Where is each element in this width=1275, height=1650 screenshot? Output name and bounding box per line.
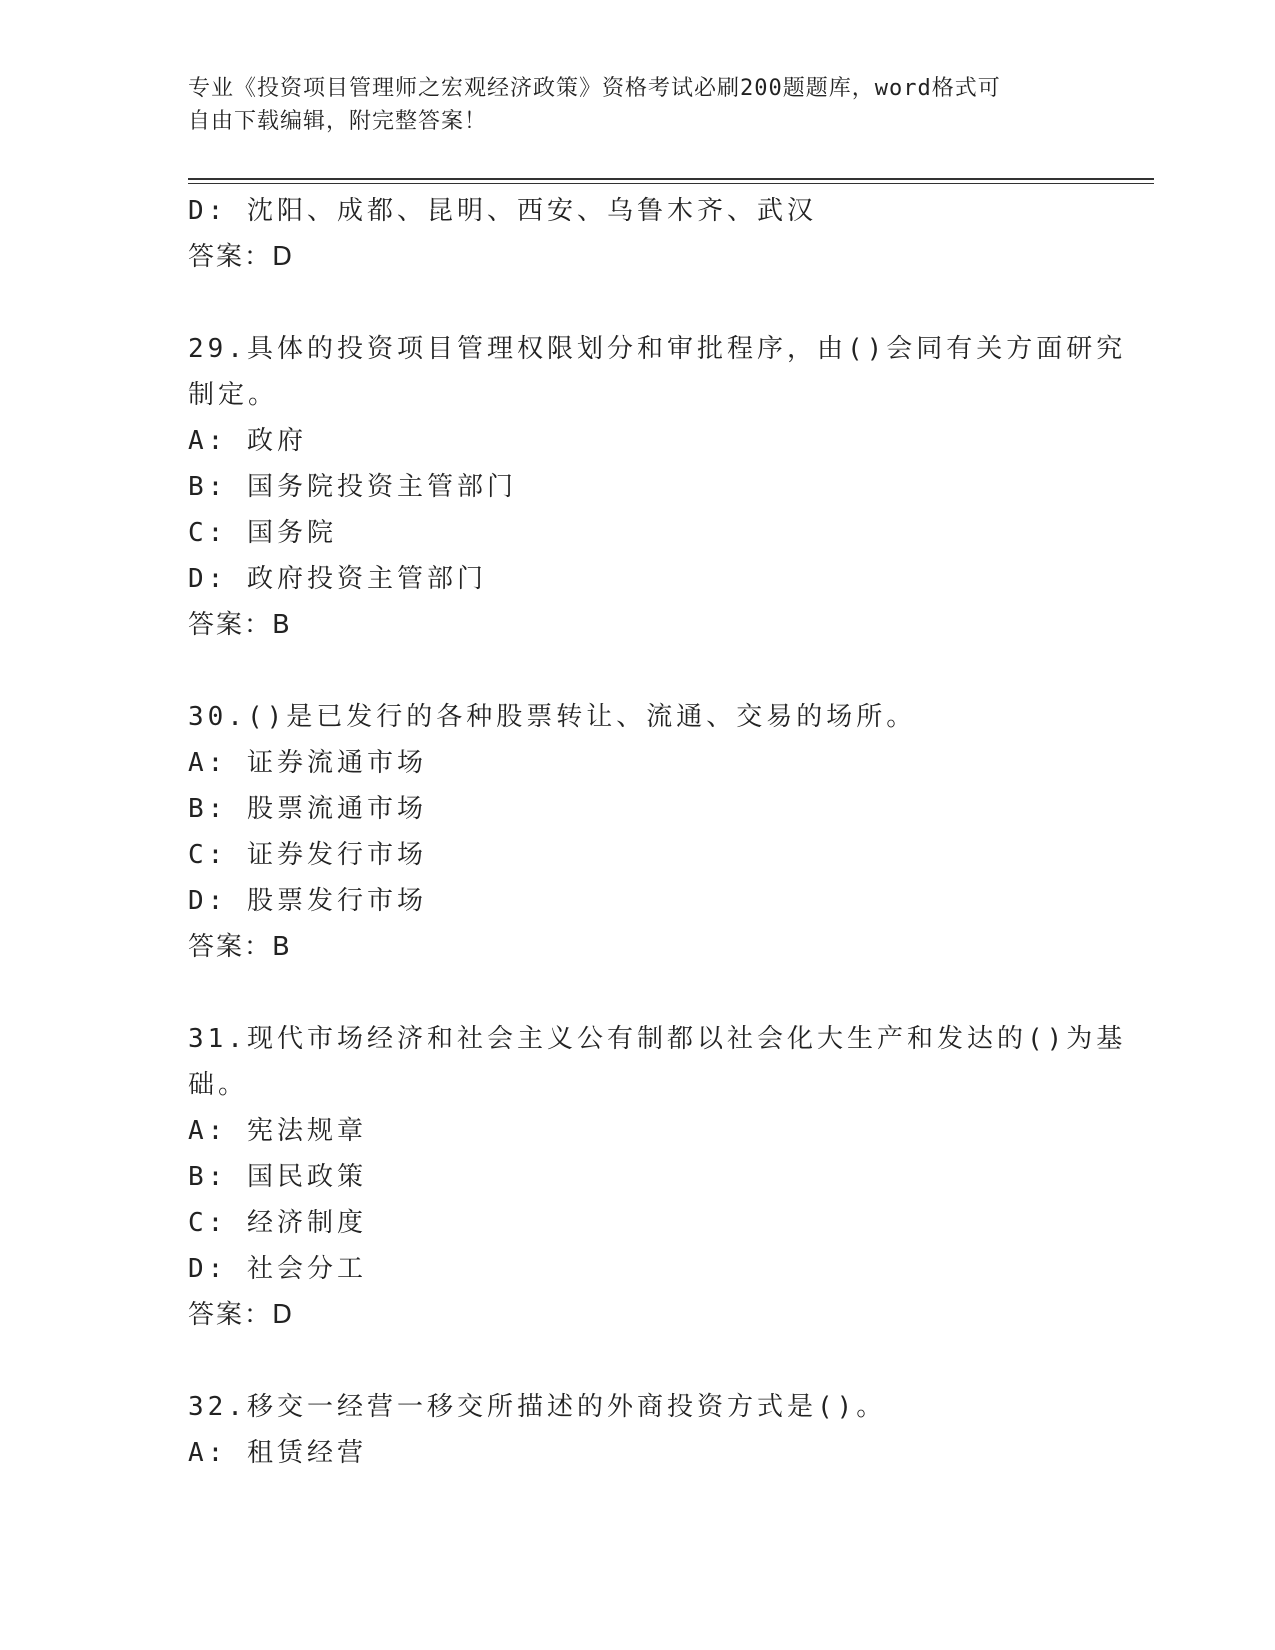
answer: 答案：D bbox=[188, 242, 295, 272]
header-line-2: 自由下载编辑，附完整答案！ bbox=[188, 109, 488, 134]
option-a: A: 证券流通市场 bbox=[188, 748, 427, 778]
answer: 答案：B bbox=[188, 610, 292, 640]
option-d: D: 股票发行市场 bbox=[188, 886, 427, 916]
answer: 答案：B bbox=[188, 932, 292, 962]
question-stem-line-1: 30.()是已发行的各种股票转让、流通、交易的场所。 bbox=[188, 702, 917, 732]
option-b: B: 股票流通市场 bbox=[188, 794, 427, 824]
option-a: A: 租赁经营 bbox=[188, 1438, 367, 1468]
option-d: D: 社会分工 bbox=[188, 1254, 367, 1284]
option-a: A: 宪法规章 bbox=[188, 1116, 367, 1146]
option-c: C: 国务院 bbox=[188, 518, 337, 548]
question-28 bbox=[188, 188, 1088, 280]
question-31 bbox=[188, 1016, 1127, 1338]
question-30 bbox=[188, 694, 1088, 970]
option-c: C: 证券发行市场 bbox=[188, 840, 427, 870]
document-header bbox=[188, 72, 1068, 138]
option-a: A: 政府 bbox=[188, 426, 307, 456]
header-divider-thin bbox=[188, 183, 1154, 184]
option-c: C: 经济制度 bbox=[188, 1208, 367, 1238]
option-b: B: 国民政策 bbox=[188, 1162, 367, 1192]
answer: 答案：D bbox=[188, 1300, 295, 1330]
question-stem-line-2: 制定。 bbox=[188, 380, 279, 410]
question-stem-line-2: 础。 bbox=[188, 1070, 249, 1100]
question-list bbox=[188, 188, 1127, 1476]
question-stem-line-1: 32.移交一经营一移交所描述的外商投资方式是()。 bbox=[188, 1392, 887, 1422]
question-32 bbox=[188, 1384, 1088, 1476]
option-b: B: 国务院投资主管部门 bbox=[188, 472, 517, 502]
question-29 bbox=[188, 326, 1127, 648]
option-d: D: 政府投资主管部门 bbox=[188, 564, 487, 594]
question-stem-line-1: 29.具体的投资项目管理权限划分和审批程序，由()会同有关方面研究 bbox=[188, 334, 1127, 364]
header-line-1: 专业《投资项目管理师之宏观经济政策》资格考试必刷200题题库，word格式可 bbox=[188, 76, 1001, 101]
question-stem-line-1: 31.现代市场经济和社会主义公有制都以社会化大生产和发达的()为基 bbox=[188, 1024, 1127, 1054]
header-divider-thick bbox=[188, 178, 1154, 180]
option-d: D: 沈阳、成都、昆明、西安、乌鲁木齐、武汉 bbox=[188, 196, 817, 226]
